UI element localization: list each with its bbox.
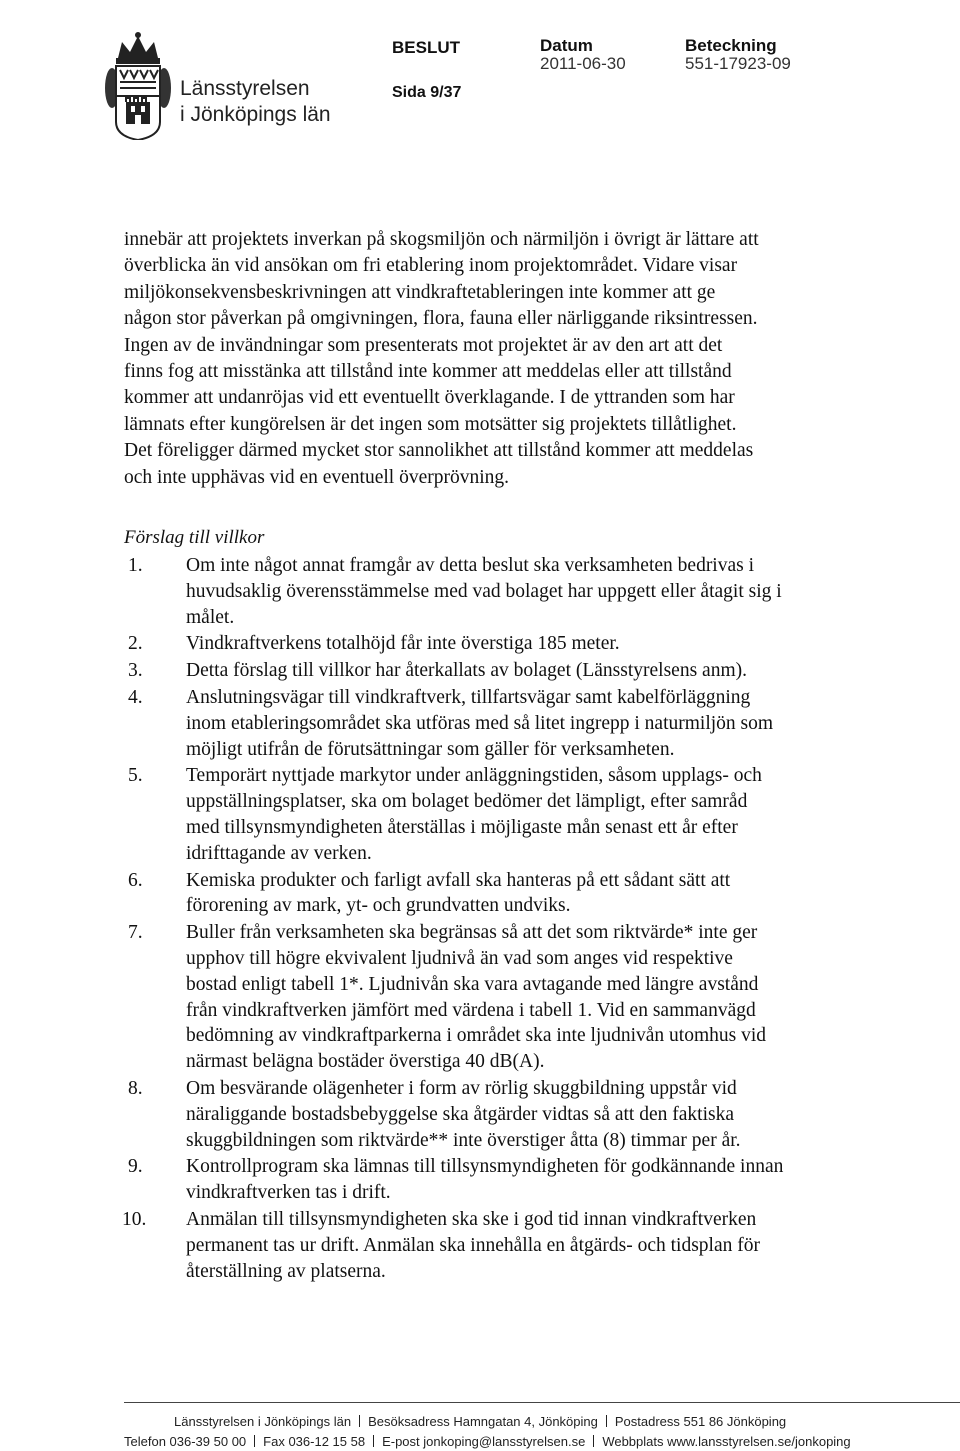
condition-item [124, 920, 784, 1075]
footer-email[interactable]: E-post jonkoping@lansstyrelsen.se [382, 1434, 586, 1449]
condition-number: 1. [128, 555, 143, 576]
condition-number: 5. [128, 765, 143, 787]
footer-fax: Fax 036-12 15 58 [263, 1434, 366, 1449]
footer-separator [606, 1415, 607, 1427]
footer-visiting-address: Besöksadress Hamngatan 4, Jönköping [368, 1414, 598, 1429]
condition-number: 10. [122, 1208, 147, 1230]
page-number: Sida 9/37 [392, 84, 462, 101]
footer-phone: Telefon 036-39 50 00 [124, 1434, 247, 1449]
agency-name [180, 76, 331, 128]
footer-row-1 [174, 1412, 786, 1431]
condition-text: Anmälan till tillsynsmyndigheten ska ske i god tid innan vindkraftverken permanent tas ur drift. Anmälan ska innehålla en åtgärds- och tidsplan för återställning av platserna. [186, 1208, 760, 1282]
agency-name-line2: i Jönköpings län [180, 103, 331, 126]
footer-row-2 [124, 1432, 851, 1451]
condition-text: Vindkraftverkens totalhöjd får inte överstiga 185 meter. [186, 633, 620, 655]
conditions-list [124, 553, 784, 1285]
condition-number: 6. [128, 869, 143, 891]
footer-separator [373, 1435, 374, 1447]
footer-separator [593, 1435, 594, 1447]
condition-item [124, 685, 784, 762]
footer-postal-address: Postadress 551 86 Jönköping [614, 1414, 787, 1429]
condition-text: Anslutningsvägar till vindkraftverk, tillfartsvägar samt kabelförläggning inom etableringsområdet ska utföras med så litet ingrepp i naturmiljön som möjligt utifrån de förutsättningar som gäller för verksamheten. [186, 686, 774, 760]
condition-text: Kemiska produkter och farligt avfall ska hanteras på ett sådant sätt att förorening av mark, yt- och grundvatten undviks. [186, 869, 731, 917]
agency-name-line1: Länsstyrelsen [180, 77, 310, 100]
footer-separator [254, 1435, 255, 1447]
county-coat-of-arms-icon [104, 30, 172, 140]
footer-agency: Länsstyrelsen i Jönköpings län [174, 1414, 352, 1429]
condition-number: 2. [128, 633, 143, 655]
condition-item [124, 553, 784, 630]
condition-item [124, 658, 784, 684]
intro-paragraph: innebär att projektets inverkan på skogsmiljön och närmiljön i övrigt är lättare att överblicka än vid ansökan om fri etablering inom projektområdet. Vidare visar miljökonsekvensbeskrivningen att vindkraftetableringen inte kommer att ge någon stor påverkan på omgivningen, flora, fauna eller närliggande riksintressen. Ingen av de invändningar som presenterats mot projektet är av den art att det finns fog att misstänka att tillstånd inte kommer att meddelas eller att tillstånd kommer att undanröjas vid ett eventuellt överklagande. I de yttranden som har lämnats efter kungörelsen är det ingen som motsätter sig projektets tillåtlighet. Det föreligger därmed mycket stor sannolikhet att tillstånd kommer att meddelas och inte upphävas vid en eventuell överprövning. [124, 229, 759, 488]
condition-item [124, 1154, 784, 1206]
condition-item [124, 763, 784, 866]
reference-label: Beteckning [685, 36, 777, 55]
condition-item [124, 631, 784, 657]
date-label: Datum [540, 36, 593, 55]
condition-item [124, 1076, 784, 1153]
footer-divider [124, 1402, 960, 1403]
condition-text: Temporärt nyttjade markytor under anläggningstiden, såsom upplags- och uppställningsplatser, ska om bolaget bedömer det lämpligt, efter samråd med tillsynsmyndigheten återställas i möjligaste mån senast ett år efter idrifttagande av verken. [186, 765, 762, 864]
conditions-heading: Förslag till villkor [124, 527, 265, 548]
condition-text: Detta förslag till villkor har återkallats av bolaget (Länsstyrelsens anm). [186, 660, 747, 682]
date-value: 2011-06-30 [540, 54, 626, 73]
condition-item [124, 868, 784, 920]
condition-number: 8. [128, 1077, 143, 1099]
condition-item [124, 1207, 784, 1284]
condition-number: 4. [128, 686, 143, 708]
condition-number: 9. [128, 1156, 143, 1178]
condition-number: 7. [128, 922, 143, 944]
footer-website[interactable]: Webbplats www.lansstyrelsen.se/jonkoping [602, 1434, 851, 1449]
reference-value: 551-17923-09 [685, 54, 791, 73]
condition-text: Buller från verksamheten ska begränsas så att det som riktvärde* inte ger upphov till högre ekvivalent ljudnivå än vad som anges vid respektive bostad enligt tabell 1*. Ljudnivån ska vara avtagande med längre avstånd från vindkraftverken jämfört med värdena i tabell 1. Vid en sammanvägd bedömning av vindkraftparkerna i området ska inte ljudnivån utomhus vid närmast belägna bostäder överstiga 40 dB(A). [186, 922, 766, 1073]
document-type: BESLUT [392, 38, 460, 57]
condition-text: Om inte något annat framgår av detta beslut ska verksamheten bedrivas i huvudsaklig överensstämmelse med vad bolaget har uppgett eller åtagit sig i målet. [186, 555, 782, 628]
condition-text: Om besvärande olägenheter i form av rörlig skuggbildning uppstår vid näraliggande bostadsbebyggelse ska åtgärder vidtas så att den faktiska skuggbildningen som riktvärde** inte överstiger åtta (8) timmar per år. [186, 1077, 741, 1151]
footer-separator [359, 1415, 360, 1427]
condition-number: 3. [128, 660, 143, 682]
condition-text: Kontrollprogram ska lämnas till tillsynsmyndigheten för godkännande innan vindkraftverken tas i drift. [186, 1156, 784, 1204]
